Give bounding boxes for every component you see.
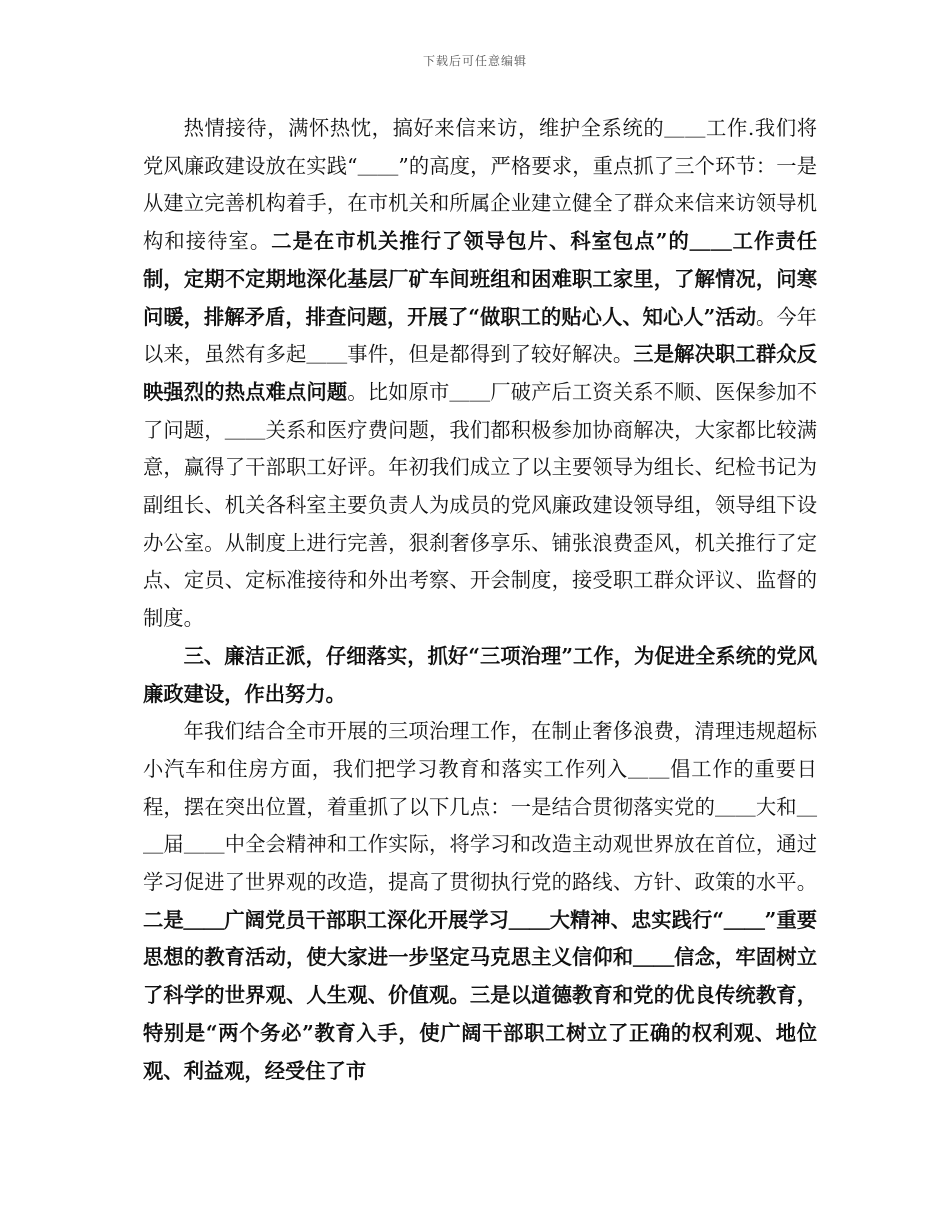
text-run: 。今年以来，虽然有多起＿＿事件，但是都得到了较好解决。 xyxy=(143,304,817,367)
text-run-bold: 二是＿＿广阔党员干部职工深化开展学习＿＿大精神、忠实践行“＿＿”重要思想的教育活动，使大家进一步坚定马克思主义信仰和＿＿信念，牢固树立了科学的世界观、人生观、价值观。三是以道德教育和党的优良传统教育，特别是“两个务必”教育入手，使广阔干部职工树立了正确的权利观、地位观、利益观，经受住了市 xyxy=(143,907,817,1083)
heading-text: 三、廉洁正派，仔细落实，抓好“三项治理”工作，为促进全系统的党风廉政建设，作出努力。 xyxy=(143,643,817,706)
text-run: 。比如原市＿＿厂破产后工资关系不顺、医保参加不了问题，＿＿关系和医疗费问题，我们都积极参加协商解决，大家都比较满意，赢得了干部职工好评。年初我们成立了以主要领导为组长、纪检书记为副组长、机关各科室主要负责人为成员的党风廉政建设领导组，领导组下设办公室。从制度上进行完善，狠刹奢侈享乐、铺张浪费歪风，机关推行了定点、定员、定标准接待和外出考察、开会制度，接受职工群众评议、监督的制度。 xyxy=(143,379,817,631)
text-run: 热情接待，满怀热忱，搞好来信来访，维护全系统的＿＿工作.我们将党风廉政建设放在实践“＿＿”的高度，严格要求，重点抓了三个环节：一是从建立完善机构着手，在市机关和所属企业建立健全了群众来信来访领导机构和接待室。 xyxy=(143,116,817,254)
text-run-bold: 三是解决职工群众反映强烈的热点难点问题 xyxy=(143,342,817,404)
paragraph-letters-visits xyxy=(143,110,817,638)
text-run: 年我们结合全市开展的三项治理工作，在制止奢侈浪费，清理违规超标小汽车和住房方面，我们把学习教育和落实工作列入＿＿倡工作的重要日程，摆在突出位置，着重抓了以下几点：一是结合贯彻落实党的＿＿大和＿＿届＿＿中全会精神和工作实际，将学习和改造主动观世界放在首位，通过学习促进了世界观的改造，提高了贯彻执行党的路线、方针、政策的水平。 xyxy=(143,719,817,895)
section-heading-three xyxy=(143,638,817,713)
document-body xyxy=(143,110,817,1090)
text-run-bold: 二是在市机关推行了领导包片、科室包点”的＿＿工作责任制，定期不定期地深化基层厂矿车间班组和困难职工家里，了解情况，问寒问暖，排解矛盾，排查问题，开展了“做职工的贴心人、知心人”活动 xyxy=(143,229,817,329)
page-header: 下载后可任意编辑 xyxy=(422,54,527,68)
paragraph-three-governance xyxy=(143,713,817,1090)
